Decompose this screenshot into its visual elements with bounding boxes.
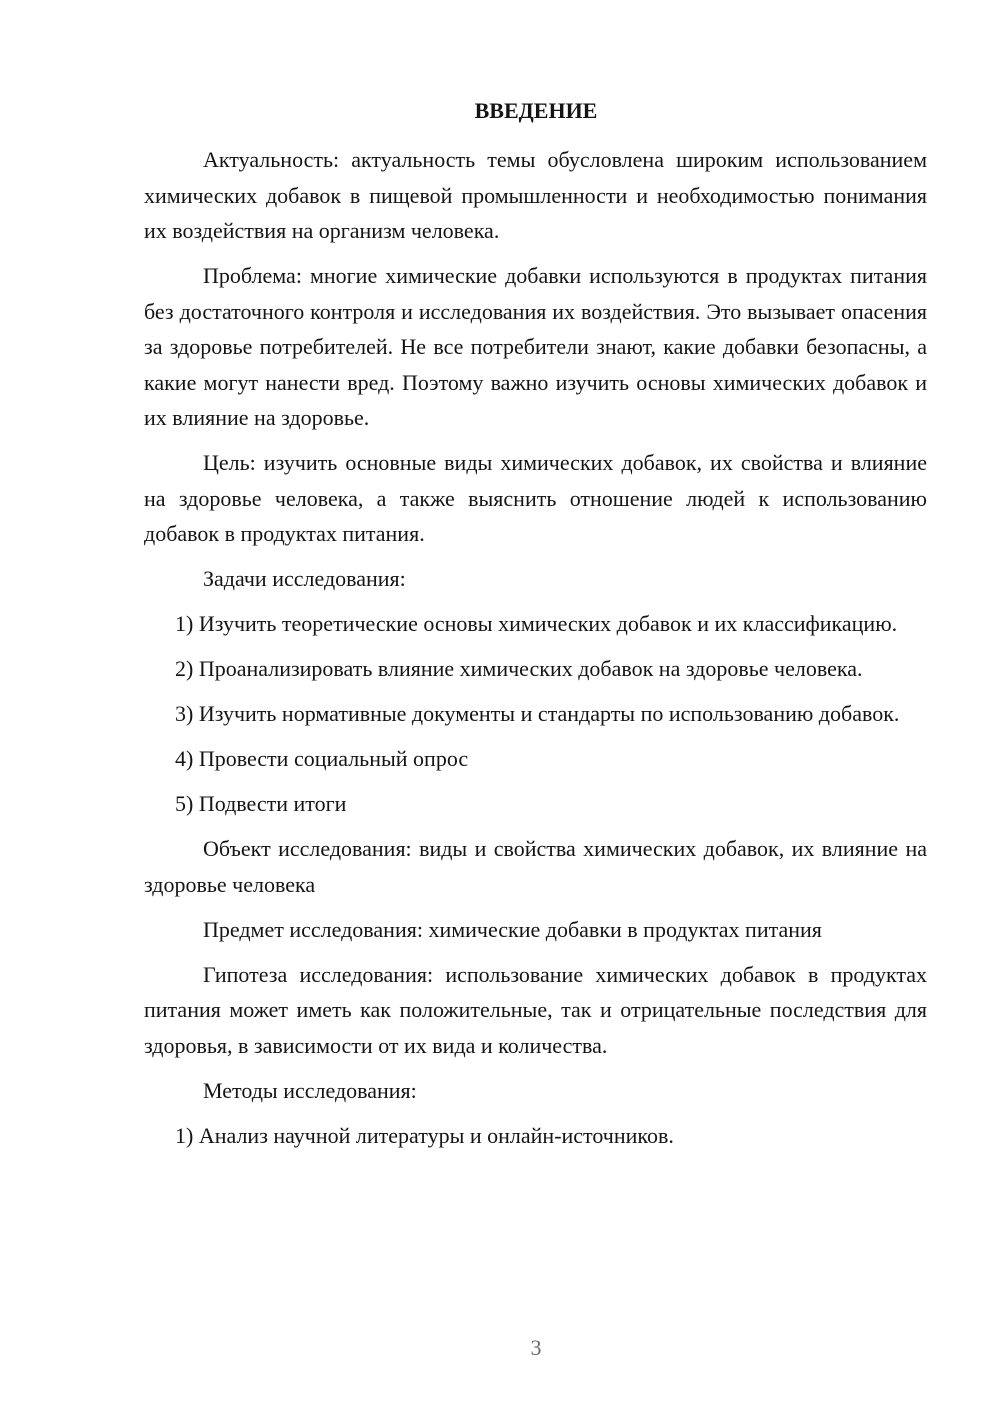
paragraph-hypothesis: Гипотеза исследования: использование химических добавок в продуктах питания может иметь как положительные, так и отрицательные последствия для здоровья, в зависимости от их вида и количества. xyxy=(144,961,927,1058)
page-number: 3 xyxy=(530,1335,542,1360)
paragraph-object: Объект исследования: виды и свойства химических добавок, их влияние на здоровье человека xyxy=(144,836,927,897)
list-item-task-5: 5) Подвести итоги xyxy=(175,791,347,816)
paragraph-goal: Цель: изучить основные виды химических добавок, их свойства и влияние на здоровье человека, а также выяснить отношение людей к использованию добавок в продуктах питания. xyxy=(144,450,927,546)
section-heading: ВВЕДЕНИЕ xyxy=(474,98,598,123)
list-item-method-1: 1) Анализ научной литературы и онлайн-источников. xyxy=(175,1122,674,1148)
paragraph-problem: Проблема: многие химические добавки используются в продуктах питания без достаточного контроля и исследования их воздействия. Это вызывает опасения за здоровье потребителей. Не все потребители знают, какие добавки безопасны, а какие могут нанести вред. Поэтому важно изучить основы химических добавок и их влияние на здоровье. xyxy=(144,263,927,430)
list-item-task-2: 2) Проанализировать влияние химических добавок на здоровье человека. xyxy=(175,656,863,681)
paragraph-methods-title: Методы исследования: xyxy=(203,1077,417,1103)
paragraph-relevance: Актуальность: актуальность темы обусловлена широким использованием химических добавок в пищевой промышленности и необходимостью понимания их воздействия на организм человека. xyxy=(144,147,927,243)
paragraph-tasks-title: Задачи исследования: xyxy=(203,566,406,591)
paragraph-subject: Предмет исследования: химические добавки в продуктах питания xyxy=(203,916,822,942)
list-item-task-4: 4) Провести социальный опрос xyxy=(175,746,469,771)
list-item-task-3: 3) Изучить нормативные документы и стандарты по использованию добавок. xyxy=(175,701,900,726)
body-text xyxy=(144,142,927,1163)
list-item-task-1: 1) Изучить теоретические основы химических добавок и их классификацию. xyxy=(175,611,898,636)
